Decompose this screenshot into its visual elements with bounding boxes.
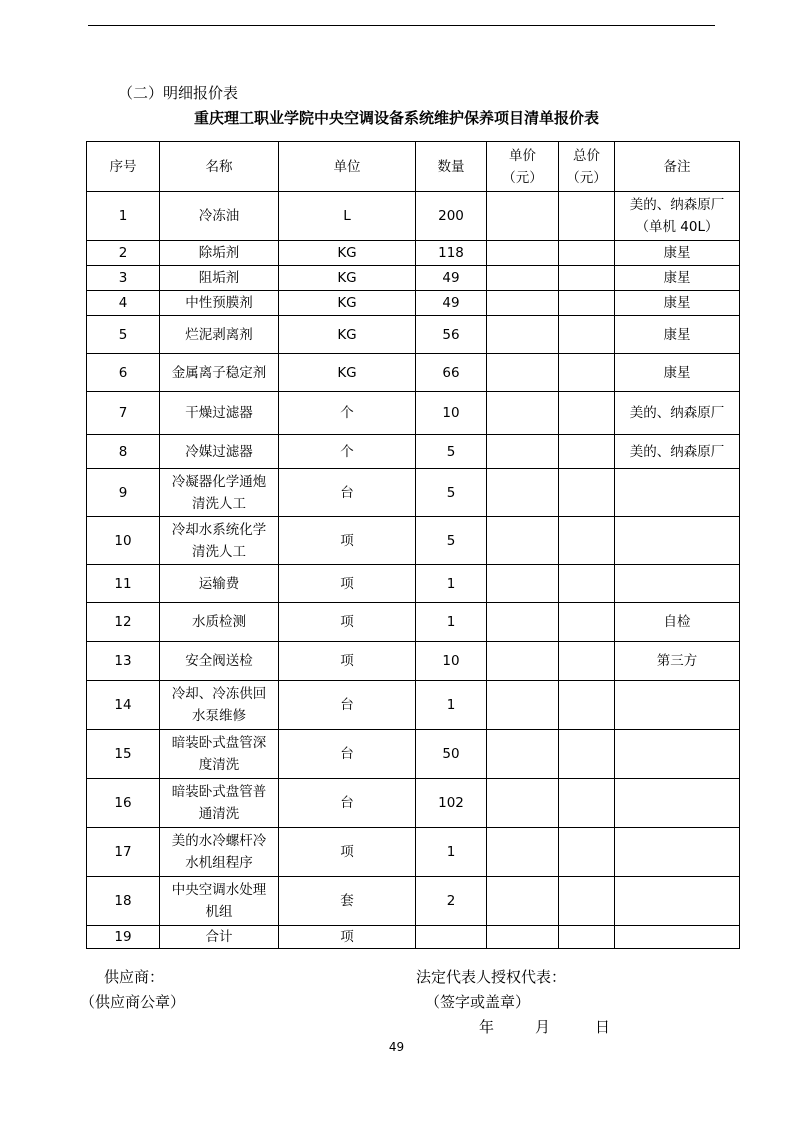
cell-qty: 56 — [416, 316, 487, 354]
cell-no: 13 — [87, 642, 160, 681]
cell-unit: 台 — [279, 730, 416, 779]
cell-name: 中性预膜剂 — [160, 291, 279, 316]
header-unit: 单位 — [279, 142, 416, 192]
cell-no: 18 — [87, 877, 160, 926]
cell-name: 暗装卧式盘管深 度清洗 — [160, 730, 279, 779]
cell-note: 美的、纳森原厂 — [615, 435, 740, 469]
cell-name: 除垢剂 — [160, 241, 279, 266]
table-row — [87, 877, 740, 926]
cell-name: 烂泥剥离剂 — [160, 316, 279, 354]
cell-price — [487, 926, 559, 949]
cell-price — [487, 779, 559, 828]
section-heading: （二）明细报价表 — [118, 84, 239, 102]
cell-note: 美的、纳森原厂 — [615, 392, 740, 435]
cell-total — [559, 469, 615, 517]
cell-total — [559, 681, 615, 730]
cell-total — [559, 877, 615, 926]
cell-name: 安全阀送检 — [160, 642, 279, 681]
table-row — [87, 642, 740, 681]
cell-no: 12 — [87, 603, 160, 642]
cell-qty — [416, 926, 487, 949]
header-name: 名称 — [160, 142, 279, 192]
cell-total — [559, 392, 615, 435]
cell-price — [487, 392, 559, 435]
cell-note: 康星 — [615, 241, 740, 266]
cell-total — [559, 828, 615, 877]
cell-qty: 1 — [416, 828, 487, 877]
document-title: 重庆理工职业学院中央空调设备系统维护保养项目清单报价表 — [193, 109, 599, 127]
cell-no: 19 — [87, 926, 160, 949]
cell-price — [487, 316, 559, 354]
cell-unit: 项 — [279, 565, 416, 603]
header-total: 总价 （元） — [559, 142, 615, 192]
table-row — [87, 392, 740, 435]
cell-total — [559, 241, 615, 266]
cell-total — [559, 779, 615, 828]
cell-price — [487, 877, 559, 926]
cell-total — [559, 354, 615, 392]
table-row — [87, 192, 740, 241]
cell-name: 阻垢剂 — [160, 266, 279, 291]
cell-total — [559, 266, 615, 291]
header-no: 序号 — [87, 142, 160, 192]
cell-price — [487, 469, 559, 517]
cell-note: 第三方 — [615, 642, 740, 681]
table-row — [87, 828, 740, 877]
cell-note: 自检 — [615, 603, 740, 642]
cell-total — [559, 291, 615, 316]
cell-unit: KG — [279, 354, 416, 392]
cell-qty: 1 — [416, 603, 487, 642]
table-row — [87, 517, 740, 565]
cell-qty: 66 — [416, 354, 487, 392]
cell-no: 8 — [87, 435, 160, 469]
cell-no: 2 — [87, 241, 160, 266]
cell-no: 9 — [87, 469, 160, 517]
cell-unit: 套 — [279, 877, 416, 926]
cell-name: 冷冻油 — [160, 192, 279, 241]
table-header-row — [87, 142, 740, 192]
cell-name: 美的水冷螺杆冷 水机组程序 — [160, 828, 279, 877]
cell-price — [487, 730, 559, 779]
cell-price — [487, 828, 559, 877]
cell-unit: 项 — [279, 828, 416, 877]
cell-no: 11 — [87, 565, 160, 603]
cell-note — [615, 565, 740, 603]
date-day: 日 — [595, 1018, 611, 1036]
cell-no: 10 — [87, 517, 160, 565]
cell-total — [559, 316, 615, 354]
cell-note: 康星 — [615, 291, 740, 316]
representative-label: 法定代表人授权代表： — [416, 968, 567, 986]
table-row — [87, 435, 740, 469]
date-year: 年 — [479, 1018, 495, 1036]
header-rule — [88, 25, 715, 26]
cell-note — [615, 469, 740, 517]
cell-note — [615, 877, 740, 926]
cell-qty: 10 — [416, 642, 487, 681]
cell-no: 7 — [87, 392, 160, 435]
cell-qty: 118 — [416, 241, 487, 266]
table-row — [87, 779, 740, 828]
supplier-seal: （供应商公章） — [80, 993, 186, 1011]
cell-name: 暗装卧式盘管普 通清洗 — [160, 779, 279, 828]
cell-price — [487, 192, 559, 241]
cell-note — [615, 681, 740, 730]
table-row — [87, 603, 740, 642]
table-row — [87, 730, 740, 779]
cell-total — [559, 192, 615, 241]
quote-table — [86, 141, 740, 949]
table-row — [87, 291, 740, 316]
supplier-label: 供应商： — [104, 968, 165, 986]
cell-price — [487, 354, 559, 392]
cell-note — [615, 517, 740, 565]
cell-unit: 项 — [279, 926, 416, 949]
cell-qty: 5 — [416, 517, 487, 565]
cell-unit: L — [279, 192, 416, 241]
cell-qty: 10 — [416, 392, 487, 435]
cell-qty: 102 — [416, 779, 487, 828]
cell-note: 康星 — [615, 354, 740, 392]
cell-no: 15 — [87, 730, 160, 779]
cell-name: 干燥过滤器 — [160, 392, 279, 435]
table-row — [87, 266, 740, 291]
cell-qty: 50 — [416, 730, 487, 779]
cell-name: 金属离子稳定剂 — [160, 354, 279, 392]
cell-note: 康星 — [615, 316, 740, 354]
cell-no: 3 — [87, 266, 160, 291]
cell-unit: 台 — [279, 681, 416, 730]
header-price: 单价 （元） — [487, 142, 559, 192]
cell-price — [487, 642, 559, 681]
table-row — [87, 681, 740, 730]
cell-unit: 台 — [279, 779, 416, 828]
cell-name: 合计 — [160, 926, 279, 949]
cell-qty: 49 — [416, 266, 487, 291]
cell-name: 运输费 — [160, 565, 279, 603]
cell-no: 14 — [87, 681, 160, 730]
cell-qty: 5 — [416, 435, 487, 469]
cell-unit: KG — [279, 316, 416, 354]
table-row — [87, 469, 740, 517]
cell-note — [615, 779, 740, 828]
cell-price — [487, 565, 559, 603]
cell-no: 16 — [87, 779, 160, 828]
cell-price — [487, 681, 559, 730]
table-row — [87, 926, 740, 949]
cell-unit: 项 — [279, 603, 416, 642]
cell-total — [559, 642, 615, 681]
cell-price — [487, 603, 559, 642]
page-number: 49 — [388, 1040, 405, 1054]
cell-unit: 项 — [279, 642, 416, 681]
table-row — [87, 354, 740, 392]
cell-unit: KG — [279, 241, 416, 266]
cell-name: 冷却水系统化学 清洗人工 — [160, 517, 279, 565]
cell-total — [559, 603, 615, 642]
cell-price — [487, 291, 559, 316]
cell-note: 康星 — [615, 266, 740, 291]
cell-no: 5 — [87, 316, 160, 354]
representative-sign: （签字或盖章） — [425, 993, 531, 1011]
header-note: 备注 — [615, 142, 740, 192]
cell-no: 1 — [87, 192, 160, 241]
cell-qty: 49 — [416, 291, 487, 316]
cell-total — [559, 730, 615, 779]
cell-unit: 个 — [279, 435, 416, 469]
cell-note: 美的、纳森原厂 （单机 40L） — [615, 192, 740, 241]
table-row — [87, 241, 740, 266]
table-row — [87, 565, 740, 603]
cell-qty: 2 — [416, 877, 487, 926]
cell-total — [559, 435, 615, 469]
cell-unit: 项 — [279, 517, 416, 565]
cell-total — [559, 517, 615, 565]
cell-qty: 200 — [416, 192, 487, 241]
cell-note — [615, 730, 740, 779]
cell-name: 冷媒过滤器 — [160, 435, 279, 469]
cell-no: 6 — [87, 354, 160, 392]
cell-price — [487, 241, 559, 266]
cell-price — [487, 517, 559, 565]
cell-qty: 1 — [416, 681, 487, 730]
cell-note — [615, 926, 740, 949]
cell-total — [559, 926, 615, 949]
cell-name: 冷凝器化学通炮 清洗人工 — [160, 469, 279, 517]
table-row — [87, 316, 740, 354]
cell-no: 17 — [87, 828, 160, 877]
cell-no: 4 — [87, 291, 160, 316]
cell-price — [487, 266, 559, 291]
header-qty: 数量 — [416, 142, 487, 192]
cell-price — [487, 435, 559, 469]
date-month: 月 — [535, 1018, 551, 1036]
cell-name: 中央空调水处理 机组 — [160, 877, 279, 926]
cell-qty: 1 — [416, 565, 487, 603]
cell-qty: 5 — [416, 469, 487, 517]
cell-name: 水质检测 — [160, 603, 279, 642]
cell-name: 冷却、冷冻供回 水泵维修 — [160, 681, 279, 730]
cell-unit: KG — [279, 266, 416, 291]
cell-note — [615, 828, 740, 877]
cell-unit: 个 — [279, 392, 416, 435]
cell-total — [559, 565, 615, 603]
cell-unit: KG — [279, 291, 416, 316]
cell-unit: 台 — [279, 469, 416, 517]
